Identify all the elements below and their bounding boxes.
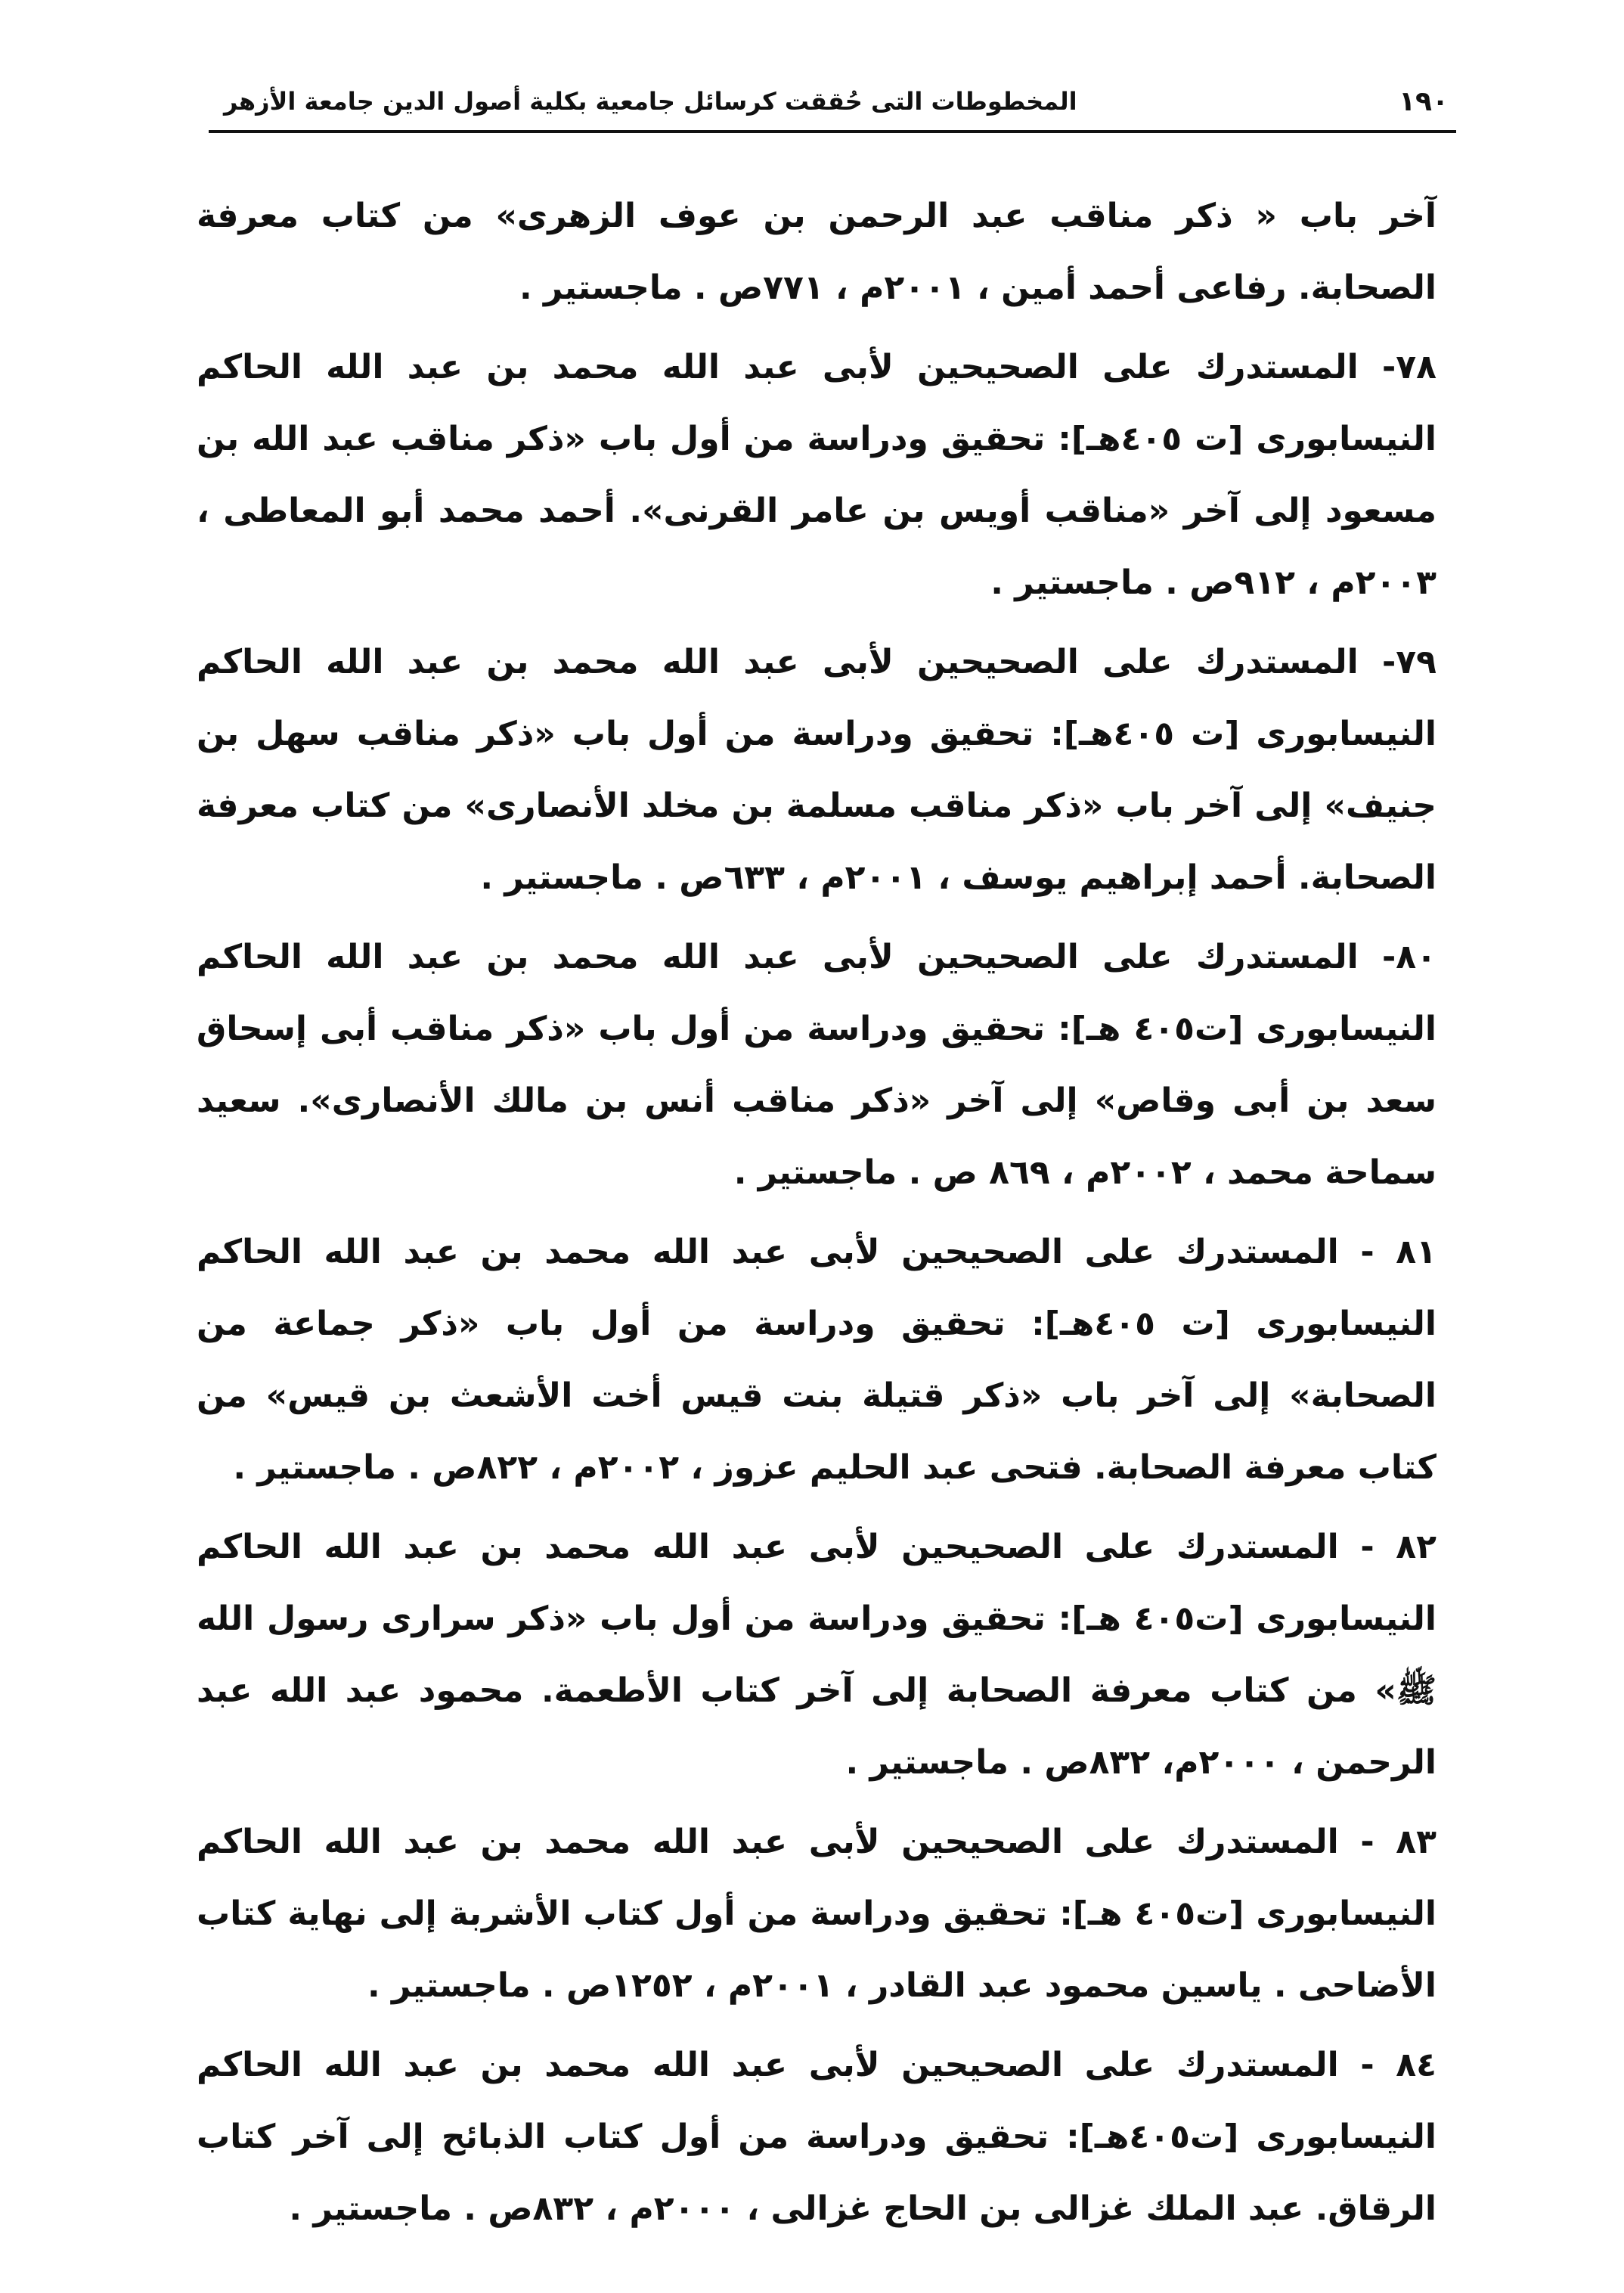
page-header xyxy=(209,73,1456,133)
entry-number: ٨١ - xyxy=(1360,1233,1436,1271)
entry-text: المستدرك على الصحيحين لأبى عبد الله محمد بن عبد الله الحاكم النيسابورى [ت ٤٠٥هـ]: تحقيق ودراسة من أول باب «ذكر مناقب سهل بن جنيف» إلى آخر باب «ذكر مناقب مسلمة بن مخلد الأنصارى» من كتاب معرفة الصحابة. أحمد إبراهيم يوسف ، ٢٠٠١م ، ٦٣٣ص . ماجستير . xyxy=(197,643,1437,897)
entry-text: المستدرك على الصحيحين لأبى عبد الله محمد بن عبد الله الحاكم النيسابورى [ت٤٠٥هـ]: تحقيق ودراسة من أول كتاب الذبائح إلى آخر كتاب الرقاق. عبد الملك غزالى بن الحاج غزالى ، ٢٠٠٠م ، ٨٣٢ص . ماجستير . xyxy=(197,2046,1436,2228)
body-text xyxy=(197,180,1436,2252)
entry-number: ٨٤ - xyxy=(1360,2046,1436,2084)
entry-text: المستدرك على الصحيحين لأبى عبد الله محمد بن عبد الله الحاكم النيسابورى [ت ٤٠٥هـ]: تحقيق ودراسة من أول باب «ذكر مناقب عبد الله بن مسعود إلى آخر «مناقب أويس بن عامر القرنى». أحمد محمد أبو المعاطى ، ٢٠٠٣م ، ٩١٢ص . ماجستير . xyxy=(197,348,1436,602)
continuation-paragraph: آخر باب « ذكر مناقب عبد الرحمن بن عوف الزهرى» من كتاب معرفة الصحابة. رفاعى أحمد أمين ، ٢٠٠١م ، ٧٧١ص . ماجستير . xyxy=(197,197,1436,307)
entry-84 xyxy=(197,2029,1436,2245)
entry-number: ٨٣ - xyxy=(1360,1823,1436,1861)
running-title: المخطوطات التى حُققت كرسائل جامعية بكلية أصول الدين جامعة الأزهر xyxy=(224,87,1077,116)
entry-83 xyxy=(197,1806,1436,2022)
entry-text: المستدرك على الصحيحين لأبى عبد الله محمد بن عبد الله الحاكم النيسابورى [ت ٤٠٥هـ]: تحقيق ودراسة من أول باب «ذكر جماعة من الصحابة» إلى آخر باب «ذكر قتيلة بنت قيس أخت الأشعث بن قيس» من كتاب معرفة الصحابة. فتحى عبد الحليم عزوز ، ٢٠٠٢م ، ٨٢٢ص . ماجستير . xyxy=(197,1233,1437,1487)
entry-number: ٨٢ - xyxy=(1360,1528,1436,1566)
page-number: ١٩٠ xyxy=(1399,85,1449,117)
entry-number: ٨٠- xyxy=(1382,938,1436,976)
entry-81 xyxy=(197,1216,1436,1503)
entry-number: ٧٩- xyxy=(1382,643,1436,681)
entry-80 xyxy=(197,921,1436,1209)
entry-78 xyxy=(197,331,1436,619)
entry-79 xyxy=(197,626,1436,914)
entry-number: ٧٨- xyxy=(1382,348,1436,386)
entry-text: المستدرك على الصحيحين لأبى عبد الله محمد بن عبد الله الحاكم النيسابورى [ت٤٠٥ هـ]: تحقيق ودراسة من أول كتاب الأشربة إلى نهاية كتاب الأضاحى . ياسين محمود عبد القادر ، ٢٠٠١م ، ١٢٥٢ص . ماجستير . xyxy=(197,1823,1436,2005)
entry-82 xyxy=(197,1511,1436,1798)
entry-text: المستدرك على الصحيحين لأبى عبد الله محمد بن عبد الله الحاكم النيسابورى [ت٤٠٥ هـ]: تحقيق ودراسة من أول باب «ذكر سرارى رسول الله ﷺ» من كتاب معرفة الصحابة إلى آخر كتاب الأطعمة. محمود عبد الله عبد الرحمن ، ٢٠٠٠م، ٨٣٢ص . ماجستير . xyxy=(197,1528,1436,1782)
entry-text: المستدرك على الصحيحين لأبى عبد الله محمد بن عبد الله الحاكم النيسابورى [ت٤٠٥ هـ]: تحقيق ودراسة من أول باب «ذكر مناقب أبى إسحاق سعد بن أبى وقاص» إلى آخر «ذكر مناقب أنس بن مالك الأنصارى». سعيد سماحة محمد ، ٢٠٠٢م ، ٨٦٩ ص . ماجستير . xyxy=(197,938,1436,1192)
